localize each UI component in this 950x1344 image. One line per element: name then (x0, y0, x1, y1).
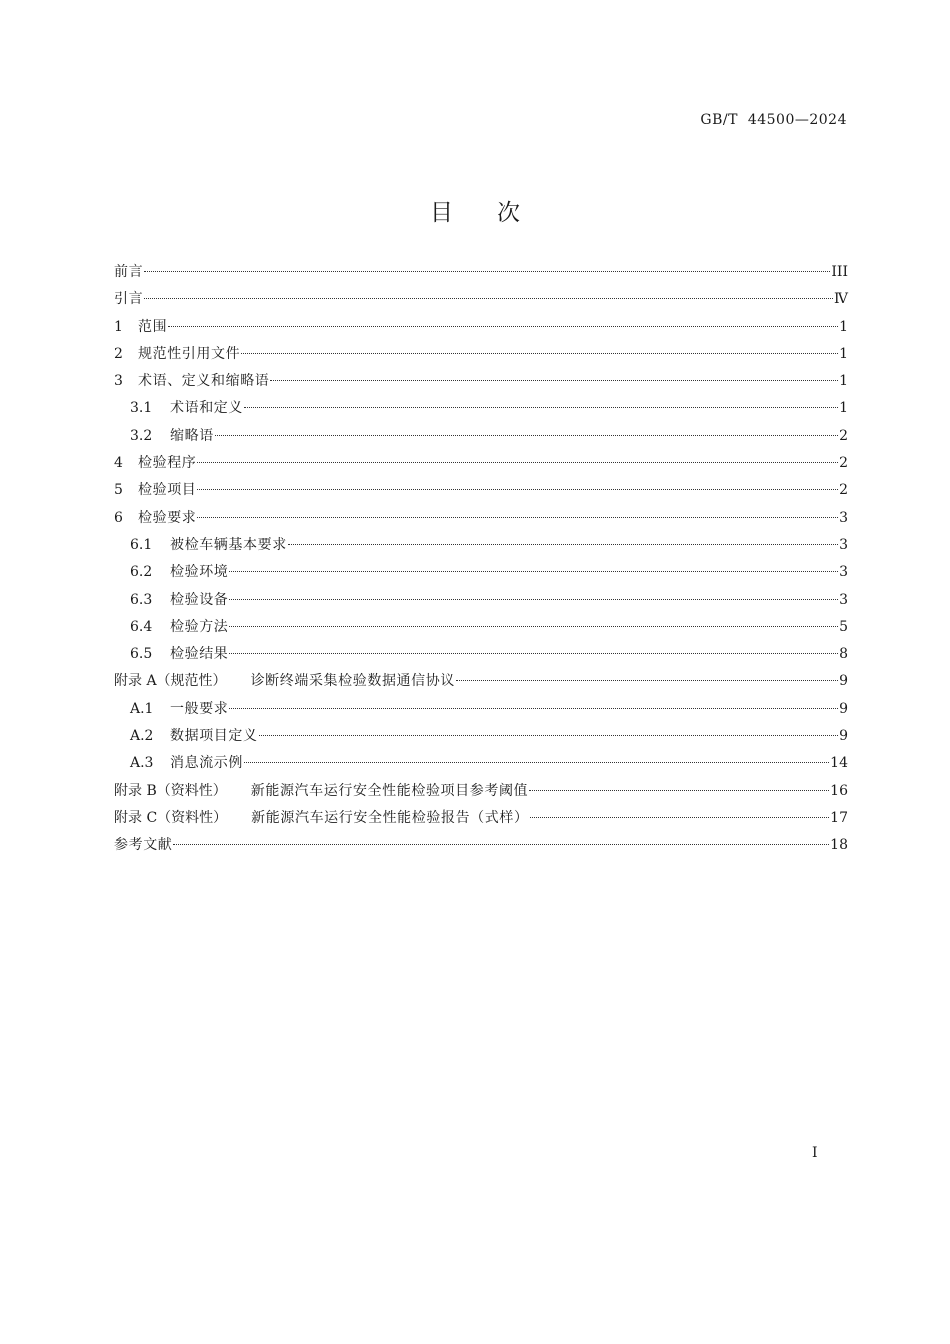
toc-dot-leader (244, 407, 838, 408)
toc-entry-title: 检验项目 (138, 482, 197, 499)
toc-entry-number: 6.4 (130, 618, 153, 635)
toc-entry-title: 引言 (114, 291, 144, 308)
toc-entry-page: 9 (839, 700, 848, 717)
toc-entry-title: 检验设备 (170, 591, 229, 608)
standard-code: GB/T 44500—2024 (700, 112, 847, 128)
toc-entry[interactable] (114, 750, 848, 777)
toc-dot-leader (144, 271, 830, 272)
toc-entry-title: 一般要求 (170, 700, 229, 717)
toc-dot-leader (197, 462, 838, 463)
toc-entry-title: 检验结果 (170, 646, 229, 663)
toc-entry-page: 2 (839, 427, 848, 444)
toc-entry-page: III (831, 264, 848, 280)
toc-entry[interactable] (114, 395, 848, 422)
toc-entry[interactable] (114, 505, 848, 532)
toc-entry[interactable] (114, 614, 848, 641)
toc-entry[interactable] (114, 450, 848, 477)
toc-entry[interactable] (114, 696, 848, 723)
toc-entry[interactable] (114, 286, 848, 313)
toc-dot-leader (229, 599, 838, 600)
toc-entry-title: 术语和定义 (170, 400, 243, 417)
toc-dot-leader (229, 653, 838, 654)
toc-entry[interactable] (114, 832, 848, 859)
toc-dot-leader (529, 790, 829, 791)
toc-entry-page: 9 (839, 673, 848, 690)
toc-dot-leader (229, 571, 838, 572)
toc-dot-leader (288, 544, 838, 545)
toc-entry-title: 范围 (138, 318, 168, 335)
toc-entry-number: 6.3 (130, 591, 153, 608)
toc-entry-page: Ⅳ (834, 291, 848, 308)
toc-entry-title: 术语、定义和缩略语 (138, 373, 270, 390)
toc-entry-number: 附录 C（资料性） (114, 809, 228, 826)
toc-dot-leader (456, 680, 838, 681)
toc-entry-page: 16 (830, 782, 848, 799)
toc-dot-leader (229, 708, 838, 709)
toc-entry[interactable] (114, 805, 848, 832)
toc-entry-page: 18 (830, 837, 848, 854)
toc-entry-page: 1 (839, 400, 848, 417)
table-of-contents (114, 259, 848, 860)
toc-entry-number: 3.1 (130, 400, 153, 417)
toc-entry-page: 2 (839, 482, 848, 499)
toc-entry-page: 1 (839, 318, 848, 335)
toc-entry-number: A.1 (130, 700, 154, 717)
toc-entry-number: 2 (114, 345, 123, 362)
toc-entry[interactable] (114, 559, 848, 586)
toc-dot-leader (144, 298, 833, 299)
toc-entry-title: 前言 (114, 264, 144, 280)
toc-entry-title: 数据项目定义 (170, 728, 258, 745)
toc-entry-page: 1 (839, 345, 848, 362)
toc-entry-title: 新能源汽车运行安全性能检验报告（式样） (251, 809, 529, 826)
toc-entry-page: 14 (830, 755, 848, 772)
toc-entry-number: 6.2 (130, 564, 153, 581)
toc-entry-page: 1 (839, 373, 848, 390)
toc-entry[interactable] (114, 423, 848, 450)
toc-entry-number: 3.2 (130, 427, 153, 444)
toc-dot-leader (259, 735, 838, 736)
toc-entry-page: 3 (839, 536, 848, 553)
toc-entry-number: 1 (114, 318, 123, 335)
toc-entry-number: A.3 (130, 755, 154, 772)
toc-dot-leader (173, 844, 829, 845)
toc-dot-leader (270, 380, 838, 381)
toc-entry[interactable] (114, 587, 848, 614)
toc-entry-number: 6 (114, 509, 123, 526)
toc-entry[interactable] (114, 641, 848, 668)
toc-entry[interactable] (114, 668, 848, 695)
toc-entry-title: 检验环境 (170, 564, 229, 581)
toc-entry[interactable] (114, 368, 848, 395)
toc-entry-number: 3 (114, 373, 123, 390)
toc-entry[interactable] (114, 259, 848, 286)
toc-dot-leader (229, 626, 838, 627)
toc-entry-title: 规范性引用文件 (138, 345, 241, 362)
toc-dot-leader (168, 326, 838, 327)
toc-dot-leader (244, 762, 829, 763)
toc-dot-leader (197, 517, 838, 518)
toc-entry-title: 检验方法 (170, 618, 229, 635)
toc-entry-page: 5 (839, 618, 848, 635)
toc-entry-page: 9 (839, 728, 848, 745)
toc-entry[interactable] (114, 341, 848, 368)
toc-dot-leader (241, 353, 838, 354)
toc-entry-title: 诊断终端采集检验数据通信协议 (250, 673, 455, 690)
toc-entry-page: 3 (839, 564, 848, 581)
toc-entry-title: 检验程序 (138, 455, 197, 472)
toc-entry-number: 4 (114, 455, 123, 472)
toc-entry-title: 检验要求 (138, 509, 197, 526)
toc-entry-title: 缩略语 (170, 427, 214, 444)
toc-dot-leader (530, 817, 830, 818)
toc-entry-number: 6.1 (130, 536, 153, 553)
toc-entry-number: 6.5 (130, 646, 153, 663)
toc-entry[interactable] (114, 477, 848, 504)
toc-entry-page: 8 (839, 646, 848, 663)
toc-dot-leader (197, 489, 838, 490)
toc-entry-title: 新能源汽车运行安全性能检验项目参考阈值 (250, 782, 529, 799)
page-number: I (812, 1145, 818, 1161)
toc-entry-number: A.2 (130, 728, 154, 745)
page-title: 目次 (430, 200, 564, 226)
toc-entry[interactable] (114, 778, 848, 805)
toc-entry-page: 3 (839, 591, 848, 608)
toc-entry-title: 参考文献 (114, 837, 173, 854)
toc-entry[interactable] (114, 723, 848, 750)
toc-dot-leader (215, 435, 838, 436)
toc-entry[interactable] (114, 532, 848, 559)
toc-entry-title: 消息流示例 (170, 755, 243, 772)
toc-entry-page: 3 (839, 509, 848, 526)
toc-entry-page: 2 (839, 455, 848, 472)
toc-entry-number: 附录 A（规范性） (114, 673, 227, 690)
toc-entry-number: 附录 B（资料性） (114, 782, 227, 799)
toc-entry-page: 17 (830, 809, 848, 826)
toc-entry[interactable] (114, 314, 848, 341)
toc-entry-number: 5 (114, 482, 123, 499)
toc-entry-title: 被检车辆基本要求 (170, 536, 287, 553)
